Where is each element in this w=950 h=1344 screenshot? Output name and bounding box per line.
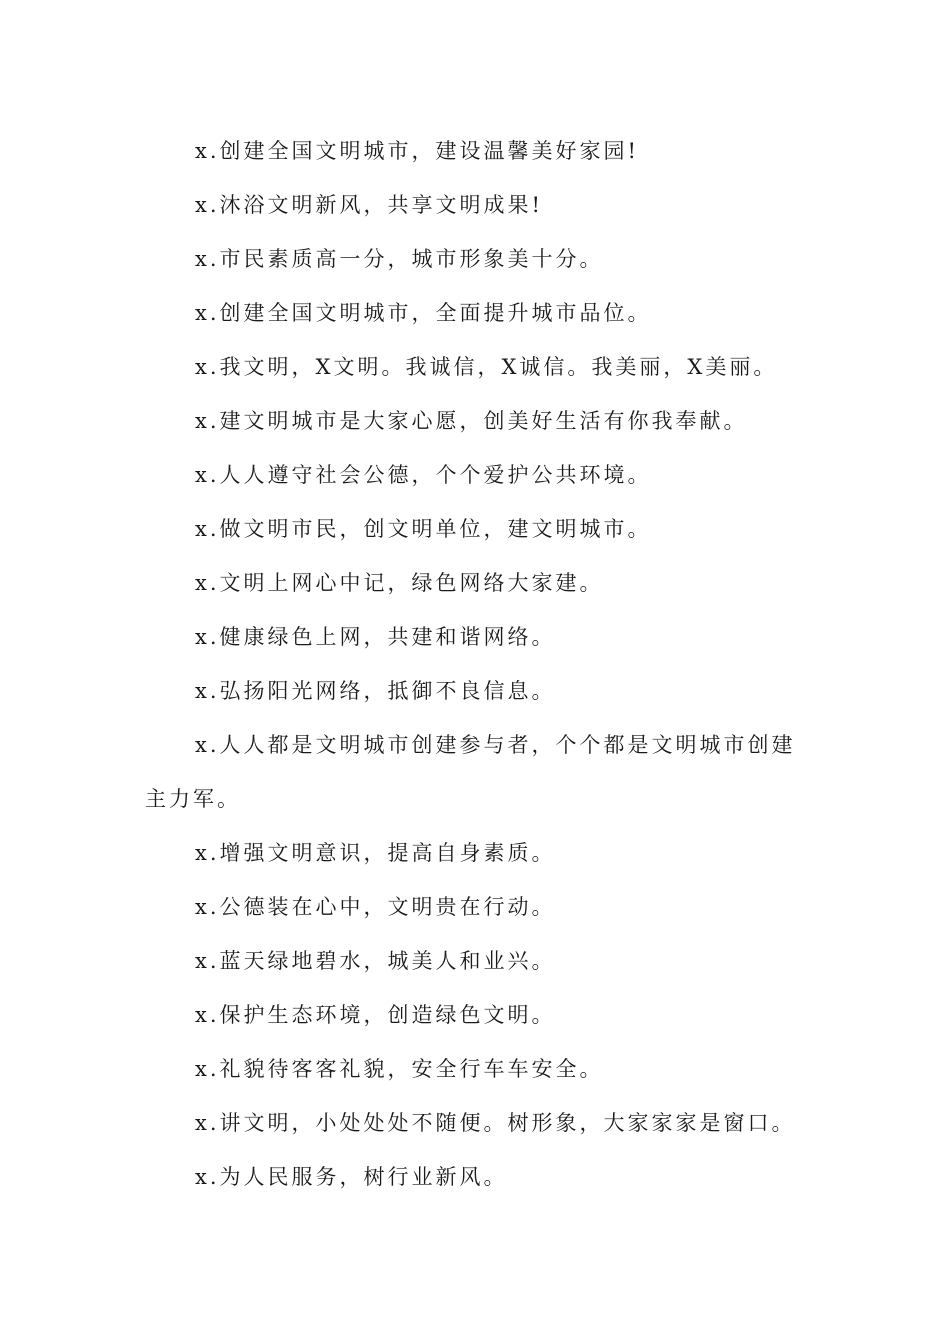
slogan-paragraph: x.市民素质高一分，城市形象美十分。 [195, 247, 604, 271]
slogan-paragraph: x.健康绿色上网，共建和谐网络。 [195, 625, 556, 649]
slogan-paragraph: x.我文明，X文明。我诚信，X诚信。我美丽，X美丽。 [195, 355, 778, 379]
slogan-paragraph: x.创建全国文明城市，建设温馨美好家园! [195, 139, 639, 163]
slogan-paragraph: x.弘扬阳光网络，抵御不良信息。 [195, 679, 556, 703]
slogan-paragraph: x.沐浴文明新风，共享文明成果! [195, 193, 543, 217]
slogan-paragraph: x.蓝天绿地碧水，城美人和业兴。 [195, 949, 556, 973]
slogan-paragraph: x.公德装在心中，文明贵在行动。 [195, 895, 556, 919]
slogan-paragraph: x.人人遵守社会公德，个个爱护公共环境。 [195, 463, 652, 487]
slogan-paragraph: x.人人都是文明城市创建参与者，个个都是文明城市创建主力军。 [145, 733, 796, 811]
slogan-paragraph: x.保护生态环境，创造绿色文明。 [195, 1003, 556, 1027]
document-body [145, 124, 805, 1204]
slogan-paragraph: x.文明上网心中记，绿色网络大家建。 [195, 571, 604, 595]
slogan-paragraph: x.讲文明，小处处处不随便。树形象，大家家家是窗口。 [195, 1111, 796, 1135]
slogan-paragraph: x.礼貌待客客礼貌，安全行车车安全。 [195, 1057, 604, 1081]
slogan-paragraph: x.建文明城市是大家心愿，创美好生活有你我奉献。 [195, 409, 748, 433]
slogan-paragraph: x.做文明市民，创文明单位，建文明城市。 [195, 517, 652, 541]
slogan-paragraph: x.为人民服务，树行业新风。 [195, 1165, 508, 1189]
slogan-paragraph: x.增强文明意识，提高自身素质。 [195, 841, 556, 865]
slogan-paragraph: x.创建全国文明城市，全面提升城市品位。 [195, 301, 652, 325]
